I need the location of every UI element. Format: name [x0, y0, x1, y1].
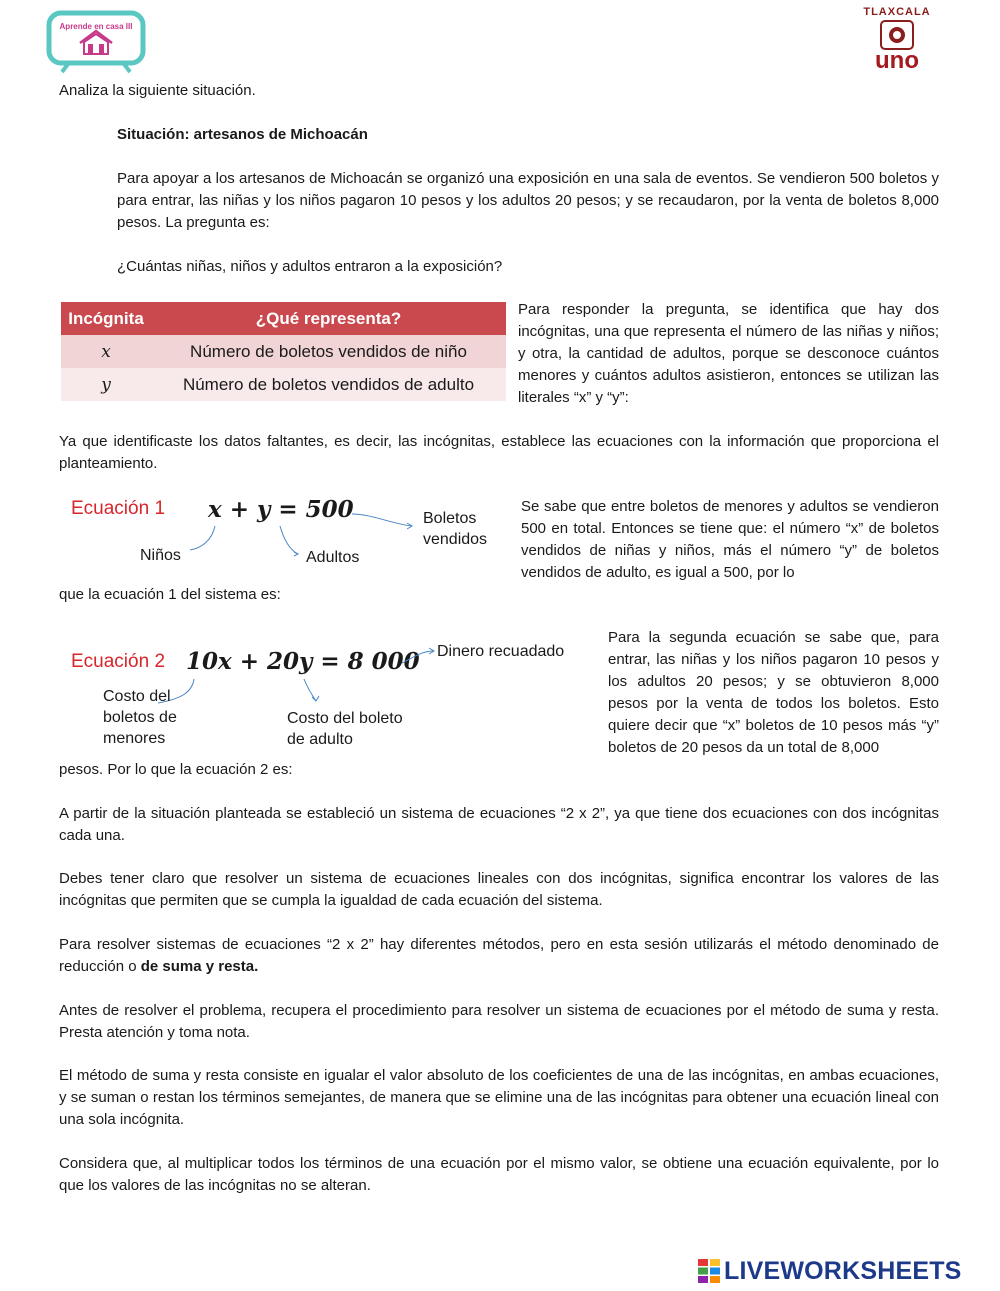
uno-logo-text: uno	[875, 47, 919, 74]
equation-1-formula: x + y = 500	[208, 496, 354, 523]
table-cell-desc: Número de boletos vendidos de adulto	[151, 368, 506, 401]
paragraph-resolver: Debes tener claro que resolver un sistema de ecuaciones lineales con dos incógnitas, significa encontrar los valores de las incógnitas que permiten que se cumpla la igualdad de cada ecuación del sistema.	[59, 870, 939, 909]
equation-1-side-text: Se sabe que entre boletos de menores y adultos se vendieron 500 en total. Entonces se tiene que: el número “x” de boletos vendidos de niñas y niños, más el número “y” de boletos vendidos de adulto, es igual a 500, por lo	[521, 498, 939, 581]
equation-2-ann-adulto: Costo del boleto de adulto	[287, 710, 403, 748]
unknowns-table	[61, 302, 506, 401]
equation-1-ann-ninos: Niños	[140, 547, 181, 564]
equation-1-ann-boletos: Boletos vendidos	[423, 510, 488, 548]
table-cell-var: x	[61, 335, 151, 368]
situation-question: ¿Cuántas niñas, niños y adultos entraron a la exposición?	[117, 258, 503, 275]
paragraph-sistema: A partir de la situación planteada se estableció un sistema de ecuaciones “2 x 2”, ya que tiene dos ecuaciones con dos incógnitas cada una.	[59, 805, 939, 844]
tlaxcala-logo-text: TLAXCALA	[863, 6, 931, 18]
equation-1-label: Ecuación 1	[71, 498, 166, 519]
table-cell-var: y	[61, 368, 151, 401]
equation-1-ann-adultos: Adultos	[306, 549, 360, 566]
paragraph-metodos	[59, 934, 939, 978]
situation-paragraph: Para apoyar a los artesanos de Michoacán se organizó una exposición en una sala de eventos. Se vendieron 500 boletos y para entrar, las niñas y los niños pagaron 10 pesos y los adultos 20 pesos; y se recaudaron, por la venta de boletos 8,000 pesos. La pregunta es:	[117, 170, 939, 231]
table-header-incognita: Incógnita	[61, 302, 151, 335]
equation-2-tail: pesos. Por lo que la ecuación 2 es:	[59, 761, 293, 778]
intro-text: Analiza la siguiente situación.	[59, 82, 256, 99]
paragraph-metodos-text: Para resolver sistemas de ecuaciones “2 x 2” hay diferentes métodos, pero en esta sesión utilizarás el método denominado de reducción o	[59, 936, 939, 975]
equation-2-ann-dinero: Dinero recuadado	[437, 643, 565, 660]
equation-2-side-text: Para la segunda ecuación se sabe que, para entrar, las niñas y los niños pagaron 10 pesos y los adultos 20 pesos; y se obtuvieron 8,000 pesos por la venta de todos los boletos. Esto quiere decir que “x” boletos de 10 pesos más “y” boletos de 20 pesos da un total de 8,000	[608, 629, 939, 756]
identification-text: Ya que identificaste los datos faltantes, es decir, las incógnitas, establece las ecuaciones con la información que proporciona el planteamiento.	[59, 433, 939, 472]
equation-2-ann-menores: Costo del boletos de menores	[103, 688, 177, 747]
table-row	[61, 368, 506, 401]
table-row	[61, 335, 506, 368]
table-side-text: Para responder la pregunta, se identifica que hay dos incógnitas, una que representa el número de las niñas y niños; y otra, la cantidad de adultos, porque se desconoce cuántos menores y cuántos adultos asistieron, entonces se utilizan las literales “x” y “y”:	[518, 301, 939, 406]
equation-1-figure	[62, 490, 512, 580]
aprende-en-casa-logo	[46, 10, 146, 74]
tlaxcala-uno-logo	[856, 6, 938, 74]
equation-2-formula: 10x + 20y = 8 000	[186, 648, 420, 675]
liveworksheets-logo	[698, 1256, 994, 1286]
paragraph-metodos-bold: de suma y resta.	[140, 958, 259, 975]
equation-1-tail: que la ecuación 1 del sistema es:	[59, 586, 281, 603]
paragraph-equivalente: Considera que, al multiplicar todos los términos de una ecuación por el mismo valor, se obtiene una ecuación equivalente, por lo que los valores de las incógnitas no se alteran.	[59, 1155, 939, 1194]
liveworksheets-brand: LIVEWORKSHEETS	[724, 1257, 962, 1285]
lws-blocks-icon	[698, 1259, 720, 1283]
equation-2-figure	[62, 633, 592, 753]
seal-icon	[880, 20, 914, 50]
situation-title: Situación: artesanos de Michoacán	[117, 126, 368, 143]
table-header-row	[61, 302, 506, 335]
aprende-logo-text: Aprende en casa III	[59, 22, 133, 31]
paragraph-metodo-suma-resta: El método de suma y resta consiste en igualar el valor absoluto de los coeficientes de una de las incógnitas, en ambas ecuaciones, y se suman o restan los términos semejantes, de manera que se elimine una de las incógnitas para obtener una ecuación lineal con una sola incógnita.	[59, 1067, 939, 1128]
paragraph-procedimiento: Antes de resolver el problema, recupera el procedimiento para resolver un sistema de ecuaciones por el método de suma y resta. Presta atención y toma nota.	[59, 1002, 939, 1041]
equation-2-label: Ecuación 2	[71, 651, 166, 672]
table-header-representa: ¿Qué representa?	[151, 302, 506, 335]
table-cell-desc: Número de boletos vendidos de niño	[151, 335, 506, 368]
